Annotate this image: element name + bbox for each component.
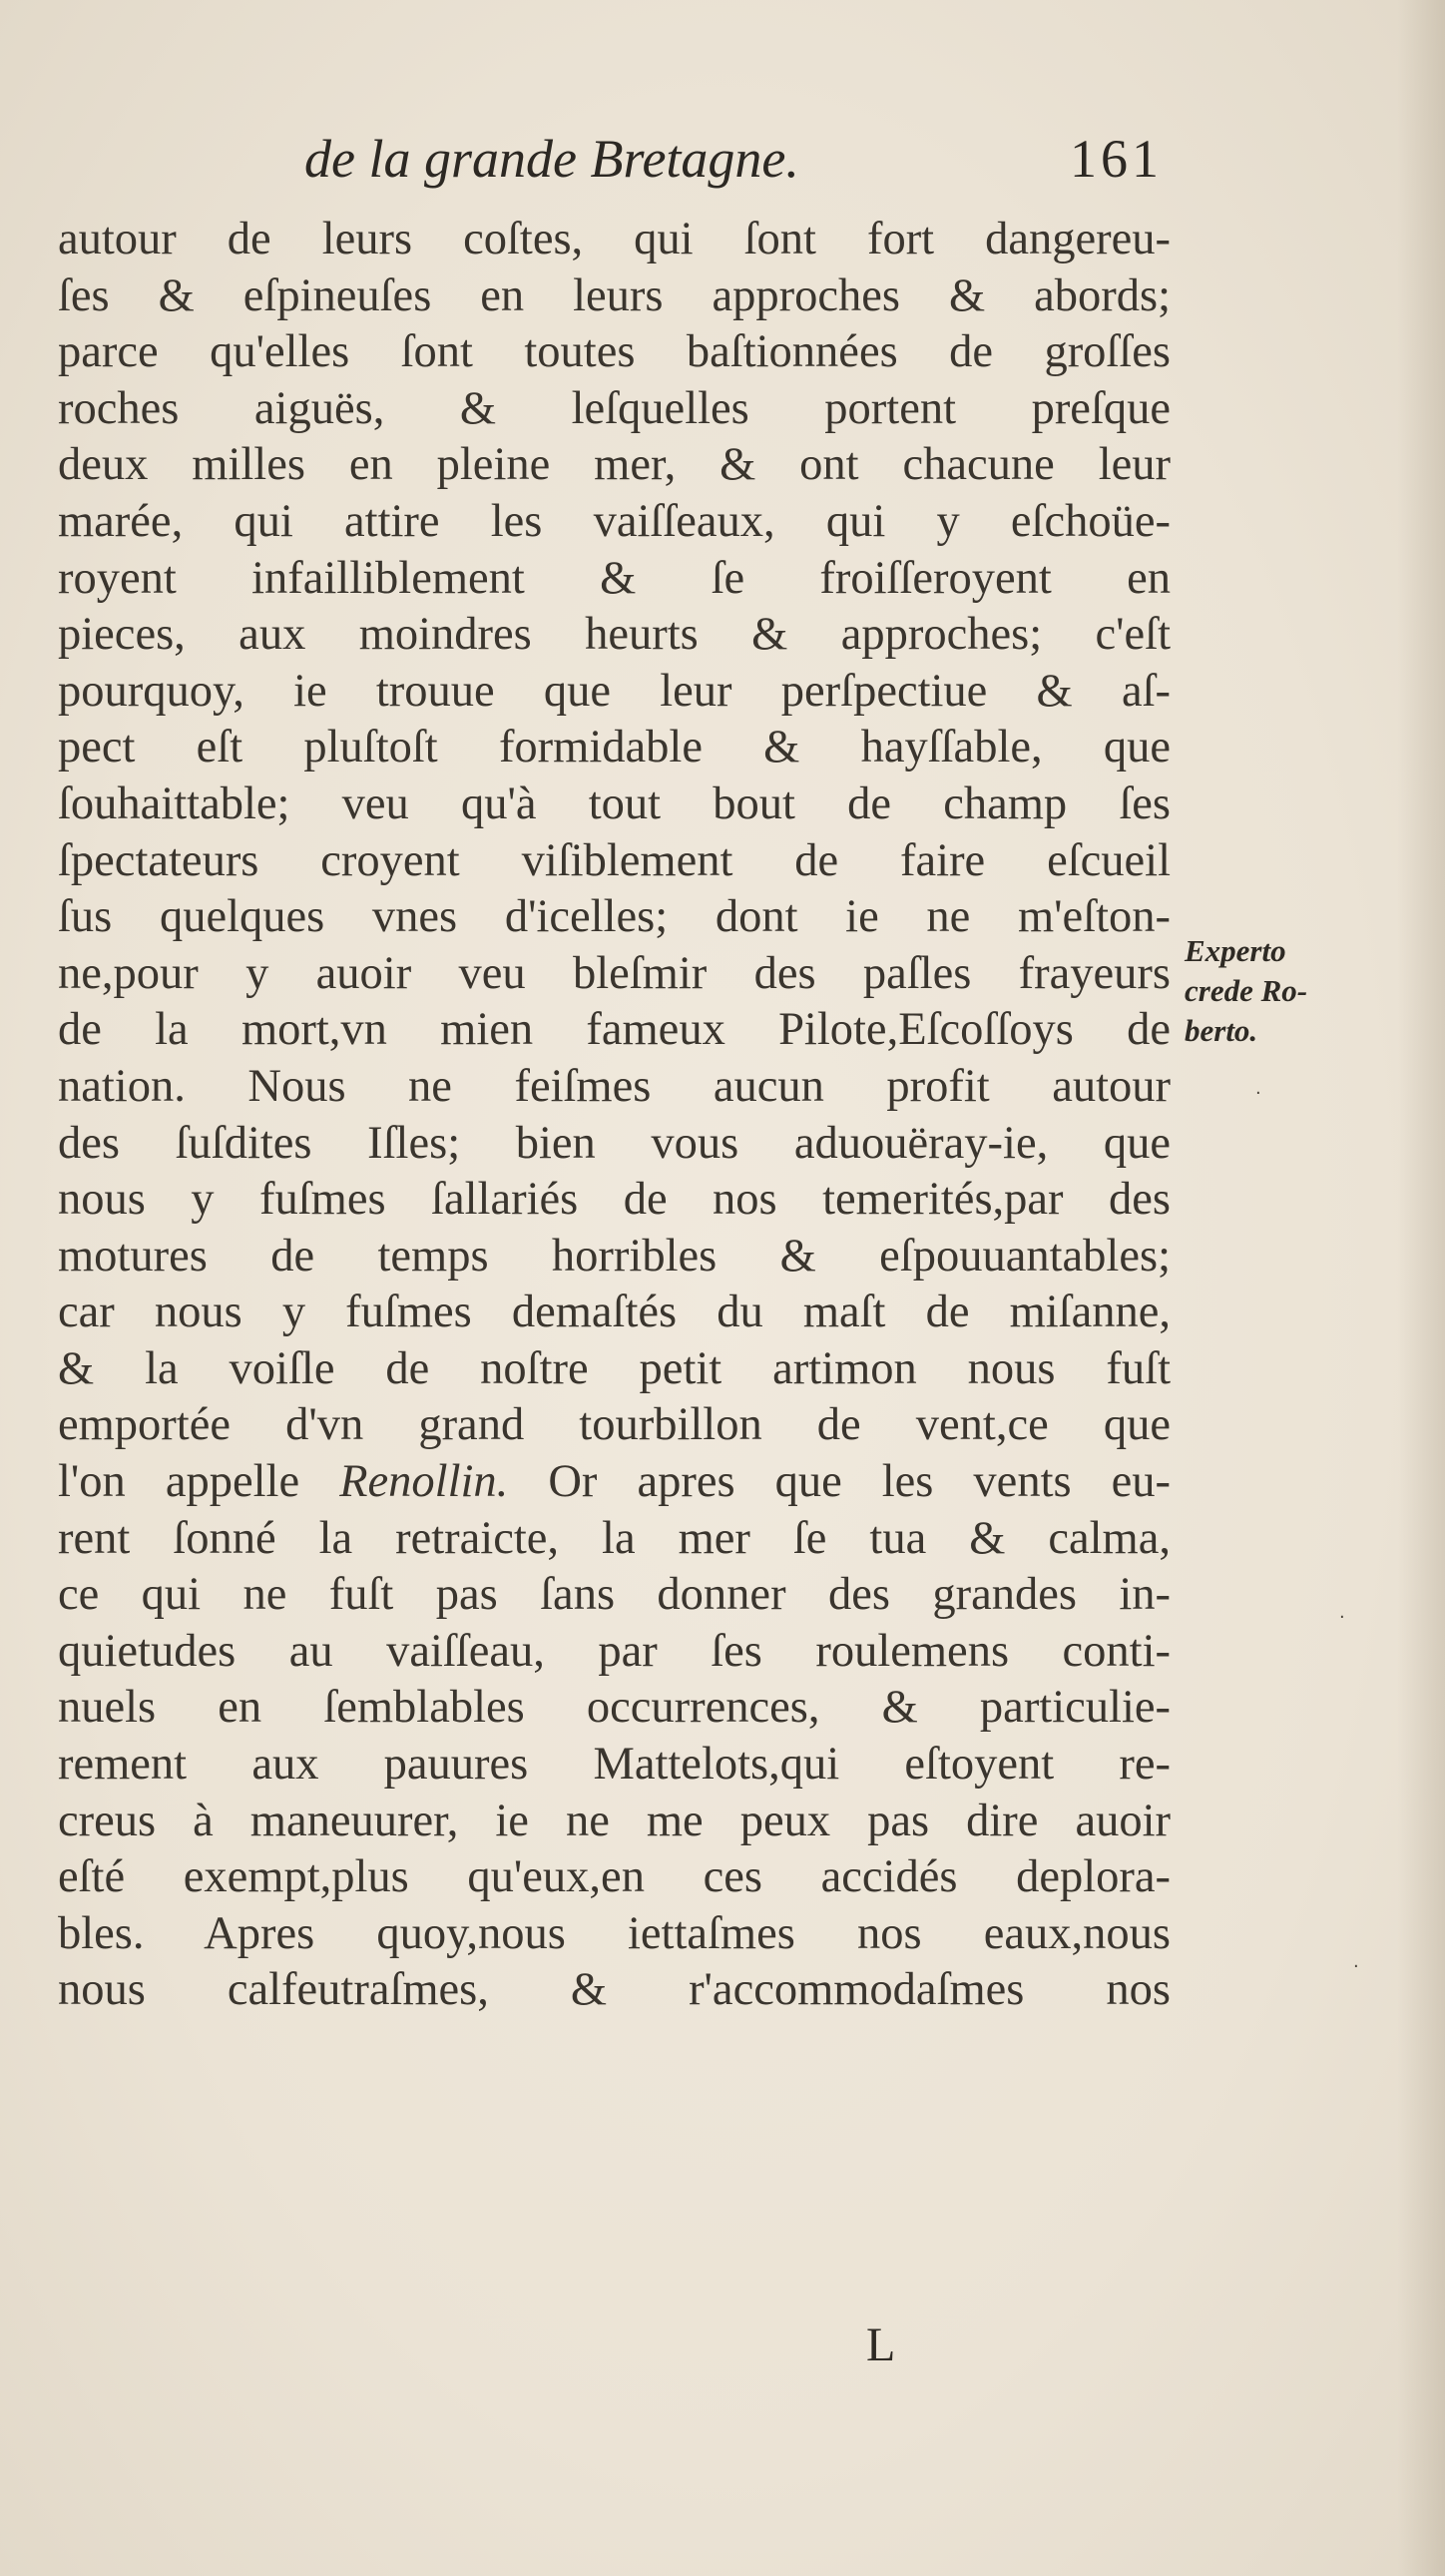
page-number: 161 [1070, 129, 1163, 189]
text-line: ſpectateurs croyent viſiblement de faire eſcueil [58, 834, 1171, 886]
text-line: car nous y fuſmes demaſtés du maſt de miſanne, [58, 1287, 1171, 1338]
text-line: autour de leurs coſtes, qui ſont fort dangereu- [58, 214, 1171, 264]
body-text [58, 212, 1171, 2019]
text-line: eſté exempt,plus qu'eux,en ces accidés deplora- [58, 1851, 1171, 1903]
text-line: royent infailliblement & ſe froiſſeroyent en [58, 552, 1171, 604]
margin-note-line: crede Ro- [1185, 973, 1308, 1008]
text-line: rement aux pauures Mattelots,qui eſtoyent re- [58, 1739, 1171, 1791]
text-line: pourquoy, ie trouue que leur perſpectiue & aſ- [58, 665, 1171, 717]
text-line: parce qu'elles ſont toutes baſtionnées de groſſes [58, 326, 1171, 378]
text-line: des ſuſdites Iſles; bien vous aduouëray-ie, que [58, 1117, 1171, 1169]
text-line: ne,pour y auoir veu bleſmir des paſles frayeurs [58, 947, 1171, 999]
catchword: L [866, 2318, 896, 2371]
italic-term: Renollin. [339, 1456, 509, 1508]
text-line: deux milles en pleine mer, & ont chacune leur [58, 439, 1171, 491]
text-line: bles. Apres quoy,nous iettaſmes nos eaux,nous [58, 1907, 1171, 1959]
text-line: & la voiſle de noſtre petit artimon nous fuſt [58, 1342, 1171, 1394]
text-line: roches aiguës, & leſquelles portent preſque [58, 382, 1171, 434]
text-fragment: Or apres que les vents eu- [508, 1456, 1171, 1508]
running-title: de la grande Bretagne. [304, 129, 799, 189]
text-line: quietudes au vaiſſeau, par ſes roulemens conti- [58, 1625, 1171, 1677]
text-line: marée, qui attire les vaiſſeaux, qui y eſchoüe- [58, 495, 1171, 547]
ink-speck: · [1339, 1607, 1345, 1628]
text-line: ſus quelques vnes d'icelles; dont ie ne m'eſton- [58, 891, 1171, 943]
text-line: creus à maneuurer, ie ne me peux pas dire auoir [58, 1795, 1171, 1846]
text-line: nation. Nous ne feiſmes aucun profit autour [58, 1060, 1171, 1112]
text-line: ce qui ne fuſt pas ſans donner des grandes in- [58, 1569, 1171, 1621]
page-header [304, 128, 1183, 208]
ink-speck: · [1255, 1083, 1261, 1104]
text-line: ſes & eſpineuſes en leurs approches & abords; [58, 269, 1171, 321]
text-line: nuels en ſemblables occurrences, & particulie- [58, 1682, 1171, 1734]
text-fragment: l'on appelle [58, 1456, 340, 1508]
margin-note-line: Experto [1185, 933, 1286, 968]
text-line: pieces, aux moindres heurts & approches; c'eſt [58, 609, 1171, 661]
text-line: nous calfeutraſmes, & r'accommodaſmes nos [58, 1964, 1171, 2016]
text-line: emportée d'vn grand tourbillon de vent,ce que [58, 1399, 1171, 1451]
ink-speck: · [1353, 1956, 1359, 1977]
text-line-with-italic [58, 1454, 1171, 1511]
margin-note-line: berto. [1185, 1013, 1258, 1048]
page-edge-shadow [1397, 0, 1445, 2576]
text-line: de la mort,vn mien fameux Pilote,Eſcoſſoys de [58, 1004, 1171, 1056]
margin-note [1185, 931, 1384, 1051]
text-line: rent ſonné la retraicte, la mer ſe tua & calma, [58, 1512, 1171, 1564]
text-line: ſouhaittable; veu qu'à tout bout de champ ſes [58, 777, 1171, 829]
text-line: motures de temps horribles & eſpouuantables; [58, 1230, 1171, 1282]
text-line: pect eſt pluſtoſt formidable & hayſſable, que [58, 722, 1171, 773]
text-line: nous y fuſmes ſallariés de nos temerités,par des [58, 1174, 1171, 1226]
